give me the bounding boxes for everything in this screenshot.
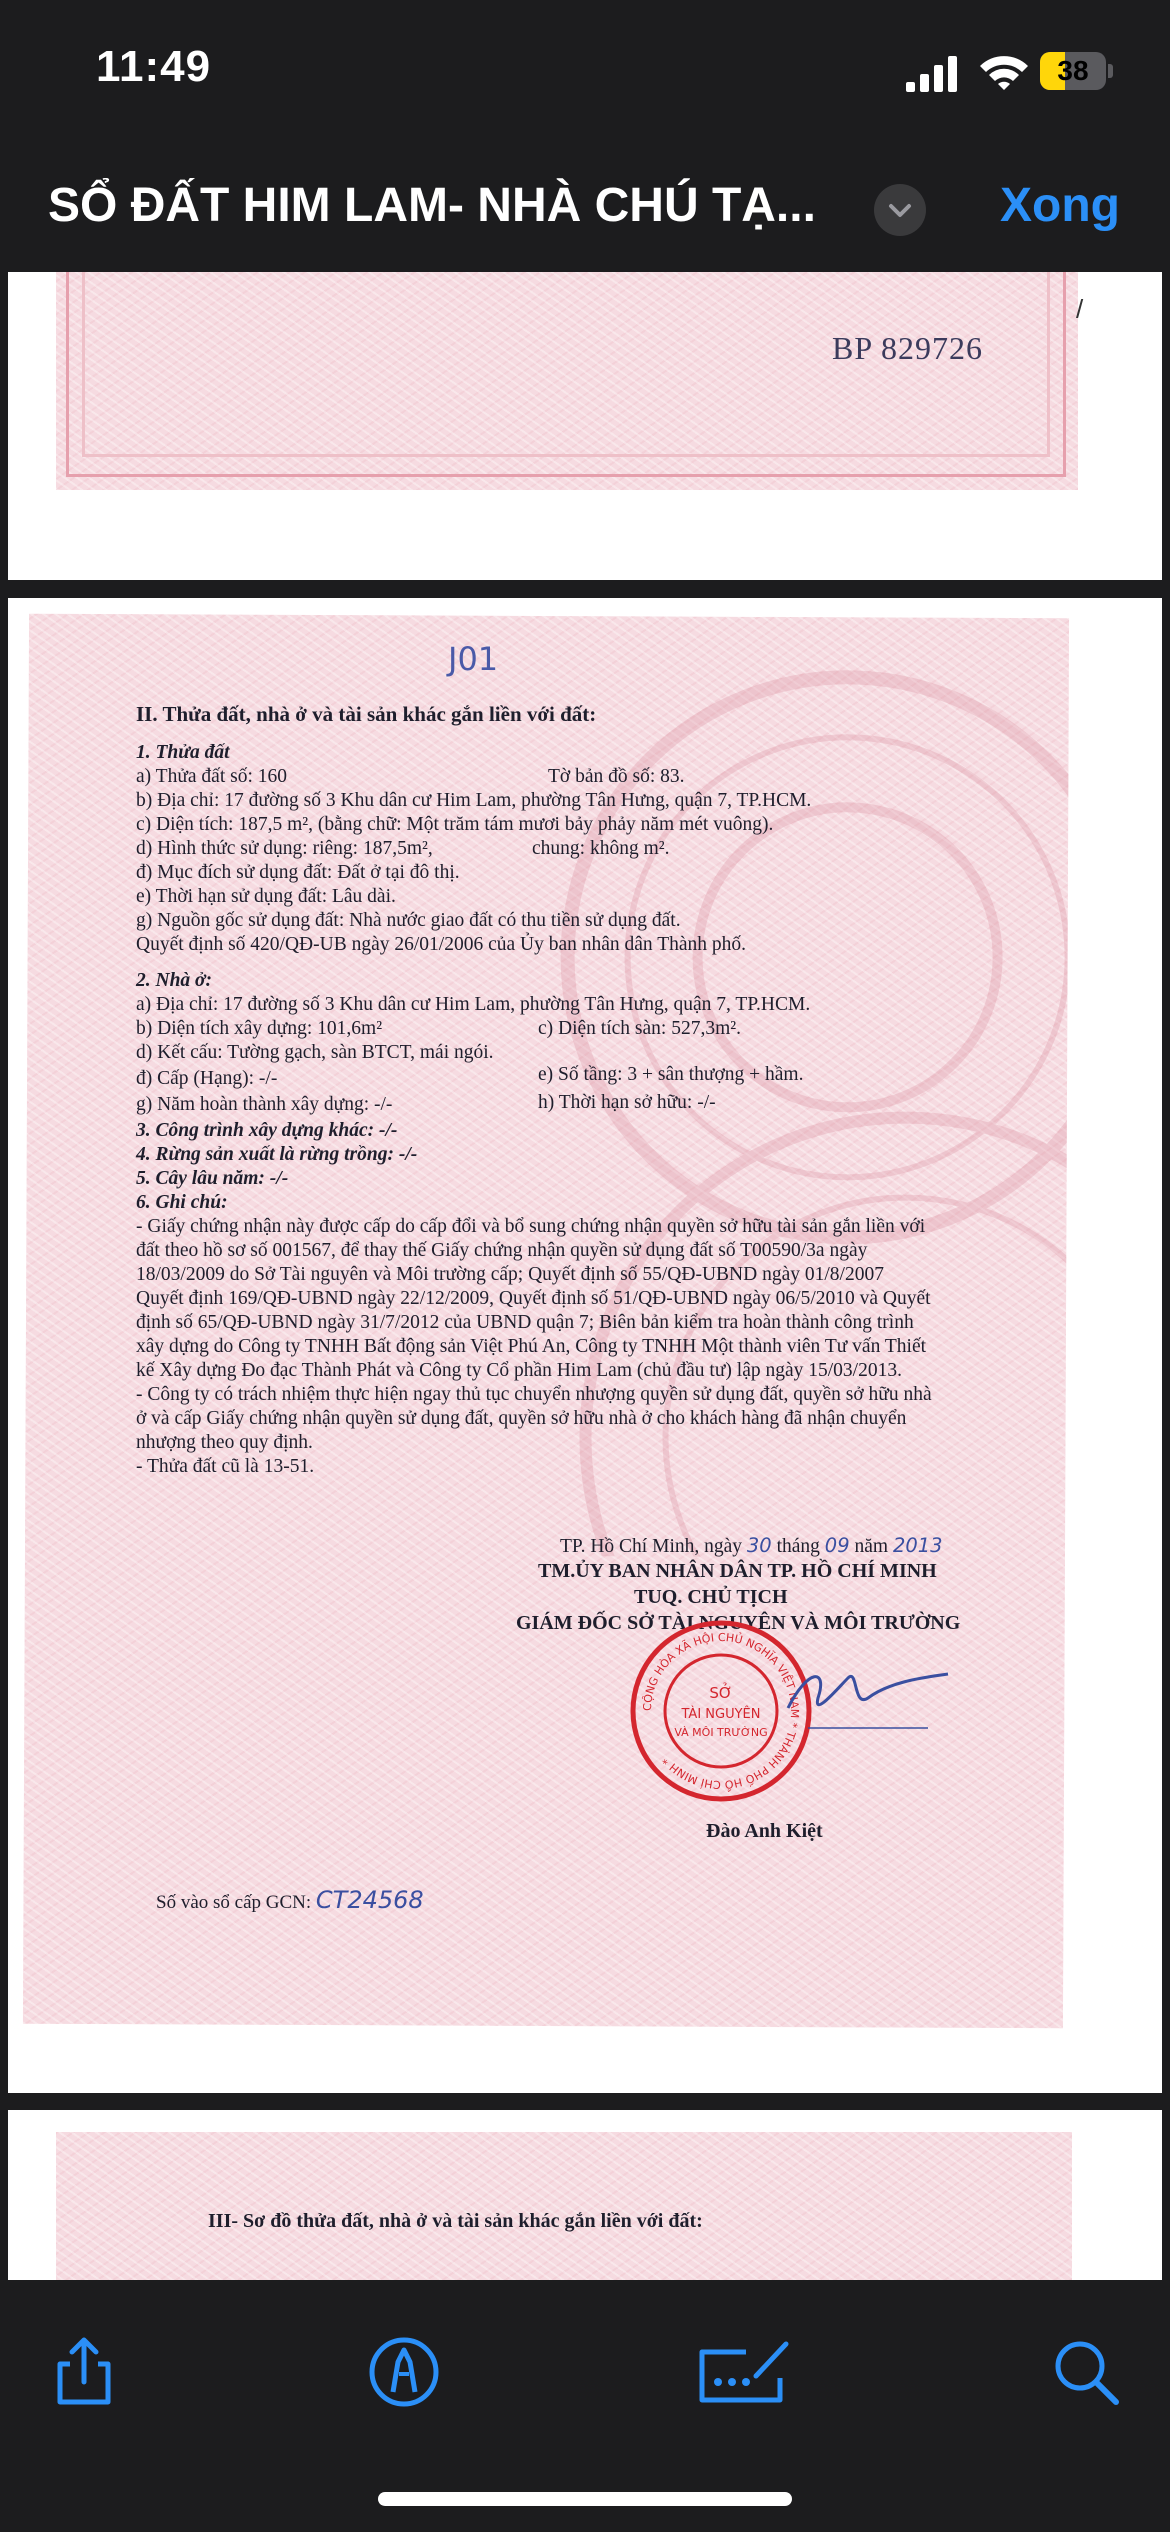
land-plot-number: a) Thửa đất số: 160 [136,766,288,787]
authority-line-2: TUQ. CHỦ TỊCH [634,1586,788,1608]
land-address: b) Địa chỉ: 17 đường số 3 Khu dân cư Him Lam, phường Tân Hưng, quận 7, TP.HCM. [136,790,812,811]
house-ownership-term: h) Thời hạn sở hữu: -/- [538,1092,716,1113]
register-number [156,1886,424,1914]
seal-line-3: VÀ MÔI TRƯỜNG [674,1726,768,1739]
house-address: a) Địa chỉ: 17 đường số 3 Khu dân cư Him Lam, phường Tân Hưng, quận 7, TP.HCM. [136,994,811,1015]
done-button[interactable]: Xong [1000,179,1120,232]
document-page-1[interactable]: BP 829726 / [8,272,1162,580]
seal-line-2: TÀI NGUYÊN [681,1707,761,1722]
battery-level: 38 [1057,55,1089,86]
search-icon [1048,2334,1124,2410]
house-grade: đ) Cấp (Hạng): -/- [136,1068,278,1089]
title-bar [0,150,1170,270]
signer-name: Đào Anh Kiệt [706,1820,823,1842]
signature-scribble [768,1638,968,1748]
land-use-purpose: đ) Mục đích sử dụng đất: Đất ở tại đô thị. [136,862,460,883]
note-line: xây dựng do Công ty TNHH Bất động sản Việt Phú An, Công ty TNHH Một thành viên Tư vấn Thiết [136,1336,927,1357]
handwritten-mark: J01 [448,640,499,678]
document-page-2[interactable] [8,598,1162,2093]
notes-heading: 6. Ghi chú: [136,1192,228,1213]
land-decision: Quyết định số 420/QĐ-UB ngày 26/01/2006 của Ủy ban nhân dân Thành phố. [136,934,747,955]
note-line: kế Xây dựng Đo đạc Thành Phát và Công ty Cổ phần Him Lam (chủ đầu tư) lập ngày 15/03/2013. [136,1360,902,1381]
note-line: Quyết định 169/QĐ-UBND ngày 22/12/2009, Quyết định số 51/QĐ-UBND ngày 06/5/2010 và Quyết [136,1288,931,1309]
register-label: Số vào sổ cấp GCN: [156,1892,312,1913]
other-works: 3. Công trình xây dựng khác: -/- [136,1120,398,1141]
chevron-down-icon [874,184,926,236]
authority-line-1: TM.ỦY BAN NHÂN DÂN TP. HỒ CHÍ MINH [538,1560,937,1582]
land-use-shared: chung: không m². [532,838,670,859]
share-icon [46,2334,122,2410]
authority-line-3: GIÁM ĐỐC SỞ TÀI NGUYÊN VÀ MÔI TRƯỜNG [516,1612,961,1634]
notes-block [136,1216,1064,1480]
note-line: đất theo hồ sơ số 001567, để thay thế Giấy chứng nhận quyền sử dụng đất số T00590/3a ngày [136,1240,868,1261]
note-line: - Thửa đất cũ là 13-51. [136,1456,315,1477]
seal-line-1: SỞ [709,1684,733,1702]
land-use-form: d) Hình thức sử dụng: riêng: 187,5m², [136,838,433,859]
markup-icon [366,2334,442,2410]
status-time: 11:49 [96,42,212,91]
note-line: - Công ty có trách nhiệm thực hiện ngay thủ tục chuyển nhượng quyền sử dụng đất, quyền sở hữu nhà [136,1384,932,1405]
perennial-trees: 5. Cây lâu năm: -/- [136,1168,289,1189]
title-menu-button[interactable] [874,184,926,236]
section-3-heading: III- Sơ đồ thửa đất, nhà ở và tài sản khác gắn liền với đất: [208,2210,703,2232]
note-line: - Giấy chứng nhận này được cấp do cấp đổi và bổ sung chứng nhận quyền sở hữu tài sản gắn liền với [136,1216,926,1237]
serial-number: BP 829726 [832,330,983,366]
certificate-sheet [56,272,1078,490]
date-year: 2013 [892,1534,943,1557]
search-button[interactable] [1048,2334,1124,2410]
signal-icon [906,54,960,94]
land-area: c) Diện tích: 187,5 m², (bằng chữ: Một trăm tám mươi bảy phảy năm mét vuông). [136,814,774,835]
land-origin: g) Nguồn gốc sử dụng đất: Nhà nước giao đất có thu tiền sử dụng đất. [136,910,681,931]
place-date: TP. Hồ Chí Minh, ngày 30 tháng 09 năm 2013 [560,1534,943,1557]
note-line: định số 65/QĐ-UBND ngày 31/7/2012 của UBND quận 7; Biên bản kiểm tra hoàn thành công trình [136,1312,914,1333]
house-floors: e) Số tầng: 3 + sân thượng + hầm. [538,1064,804,1085]
certificate-sheet-next [56,2132,1072,2280]
date-month: 09 [824,1534,850,1557]
house-completion-year: g) Năm hoàn thành xây dựng: -/- [136,1094,393,1115]
map-sheet-number: Tờ bản đồ số: 83. [548,766,685,787]
signature-button[interactable] [694,2334,794,2410]
register-value: CT24568 [315,1886,424,1914]
seal-ring-text: CỘNG HÒA XÃ HỘI CHỦ NGHĨA VIỆT NAM * THÀNH PHỐ HỒ CHÍ MINH * [640,1630,802,1792]
house-heading: 2. Nhà ở: [136,970,213,991]
land-use-term: e) Thời hạn sử dụng đất: Lâu dài. [136,886,396,907]
signature-icon [694,2334,794,2410]
status-bar [0,0,1170,150]
house-built-area: b) Diện tích xây dựng: 101,6m² [136,1018,383,1039]
note-line: 18/03/2009 do Sở Tài nguyên và Môi trường cấp; Quyết định số 55/QĐ-UBND ngày 01/8/2007 [136,1264,884,1285]
date-day: 30 [746,1534,772,1557]
house-structure: d) Kết cấu: Tường gạch, sàn BTCT, mái ngói. [136,1042,494,1063]
section-heading: II. Thửa đất, nhà ở và tài sản khác gắn liền với đất: [136,702,597,726]
document-title[interactable]: SỔ ĐẤT HIM LAM- NHÀ CHÚ TẠ... [48,179,816,232]
markup-button[interactable] [366,2334,442,2410]
share-button[interactable] [46,2334,122,2410]
land-heading: 1. Thửa đất [136,742,230,763]
document-page-3[interactable] [8,2110,1162,2280]
note-line: nhượng theo quy định. [136,1432,313,1453]
production-forest: 4. Rừng sản xuất là rừng trồng: -/- [136,1144,418,1165]
home-indicator[interactable] [378,2492,792,2506]
battery-icon [1040,52,1114,92]
note-line: ở và cấp Giấy chứng nhận quyền sử dụng đất, quyền sở hữu nhà ở cho khách hàng đã nhận chuyển [136,1408,907,1429]
wifi-icon [978,52,1030,92]
house-floor-area: c) Diện tích sàn: 527,3m². [538,1018,741,1039]
